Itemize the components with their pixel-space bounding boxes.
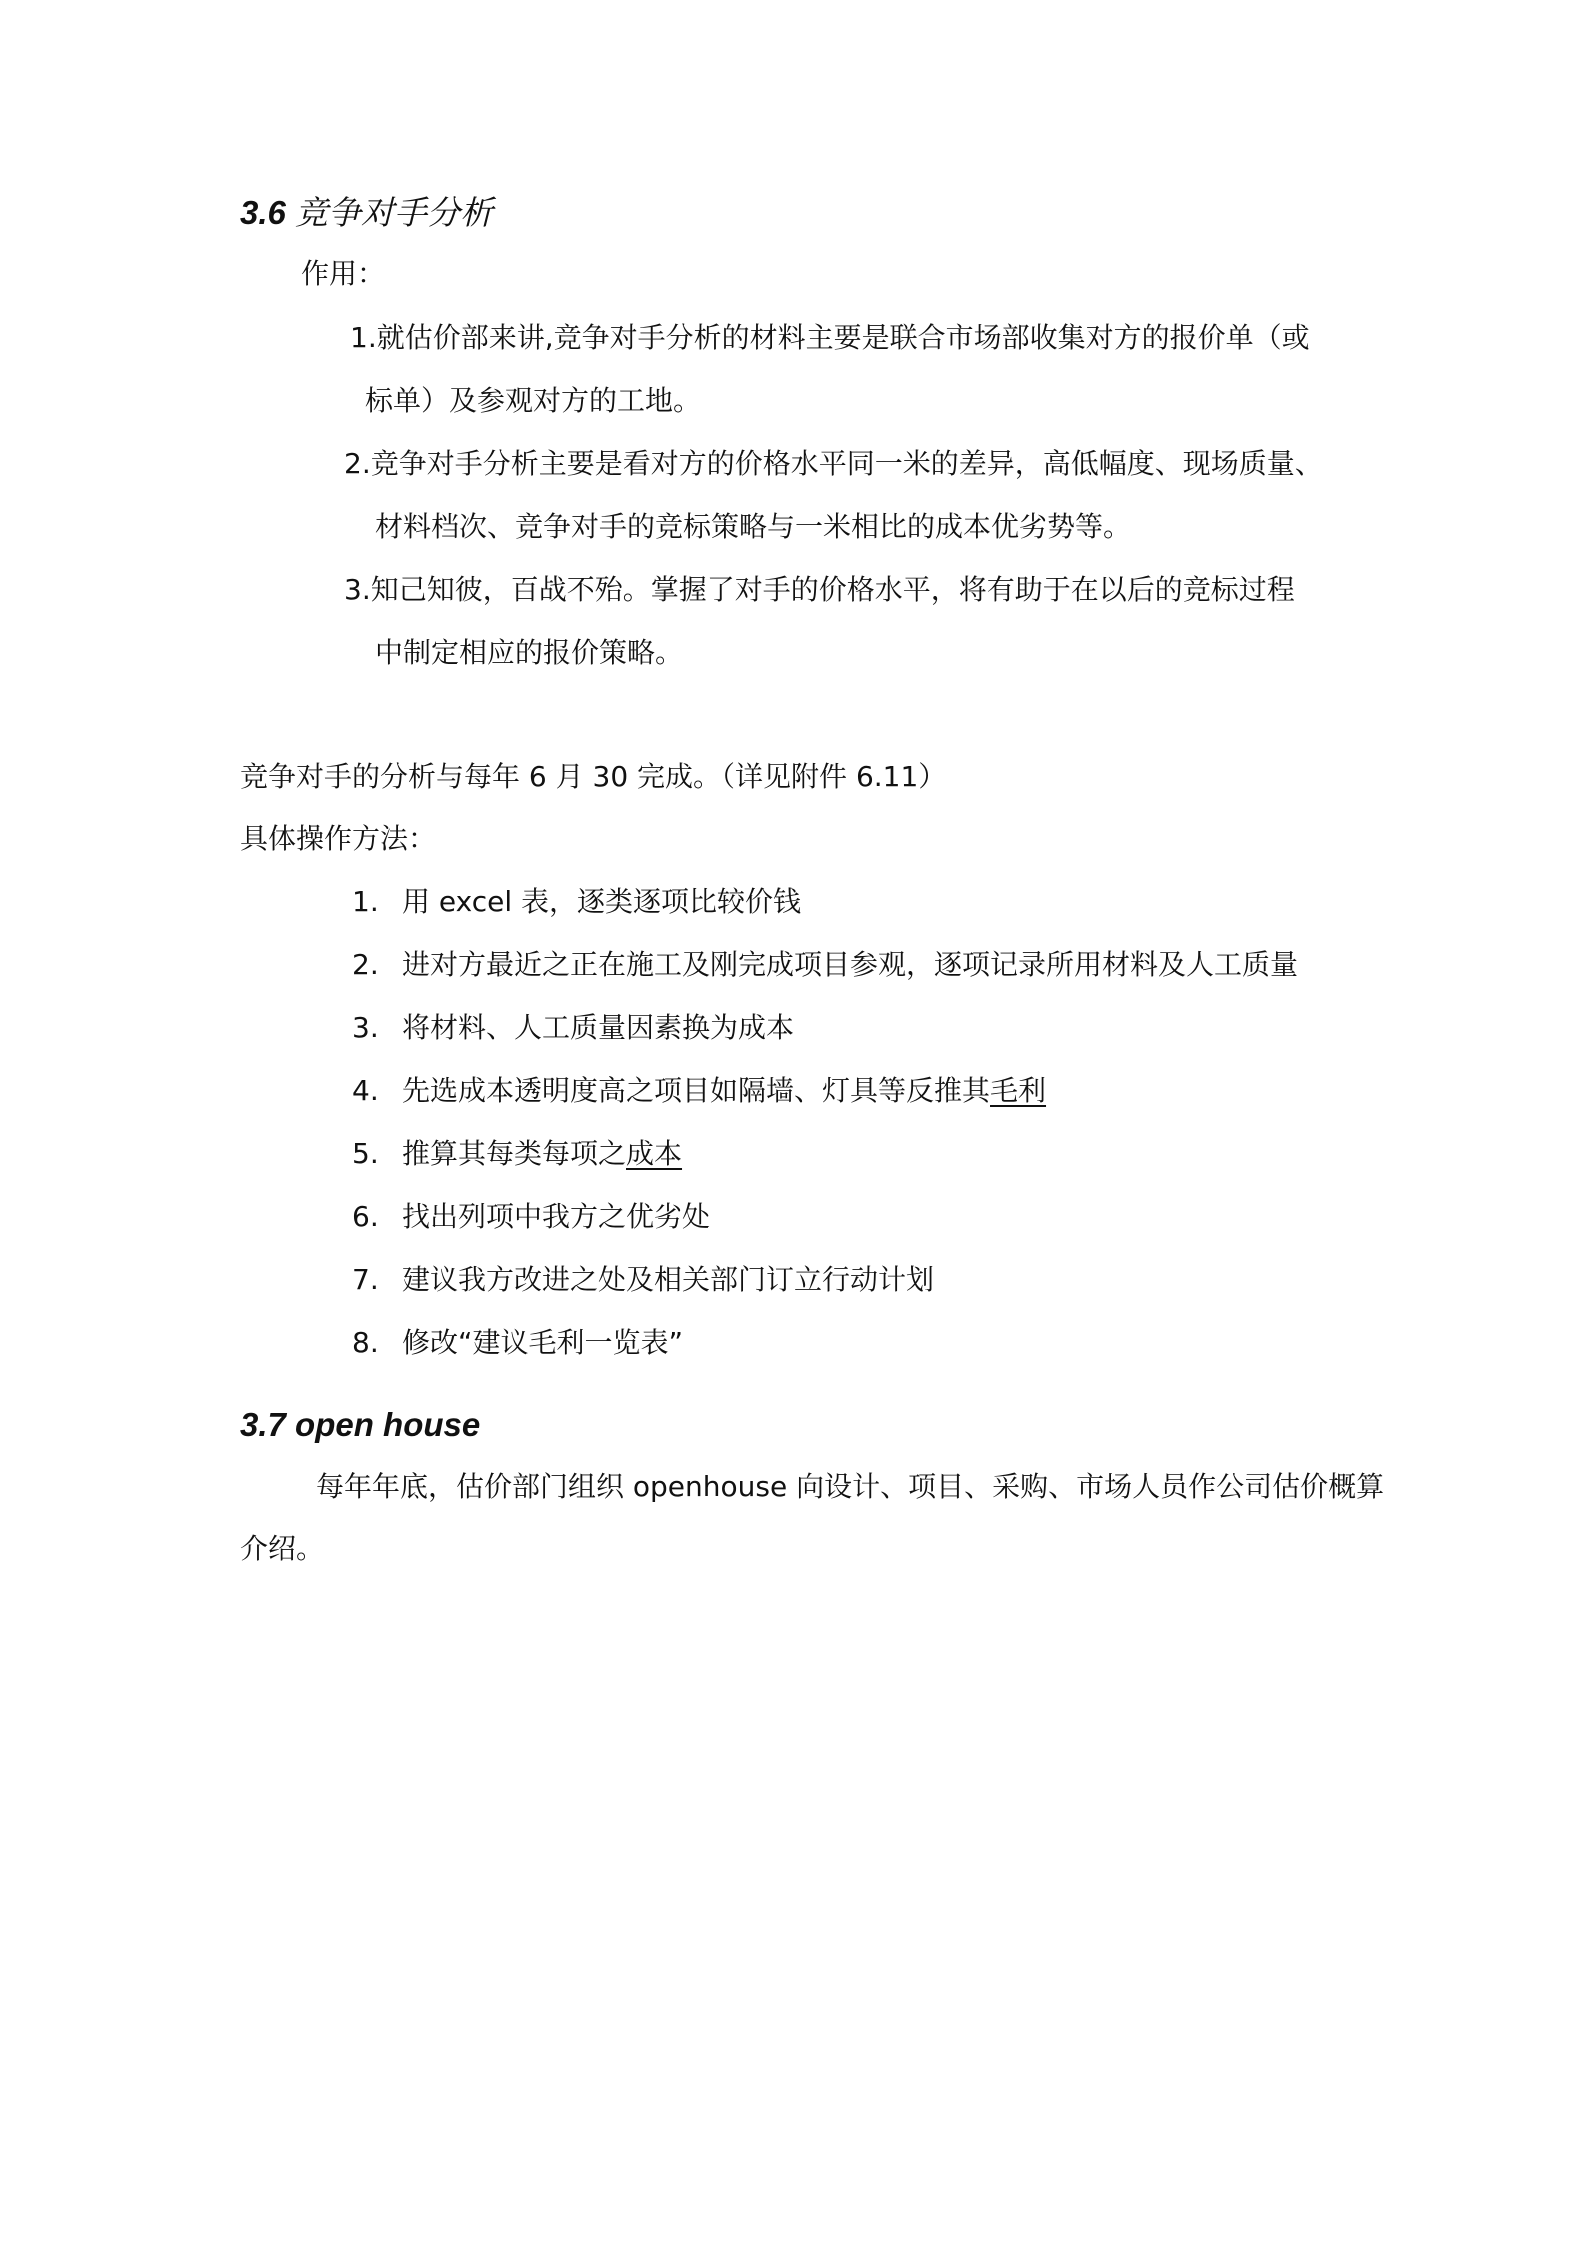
section-title: 竞争对手分析 bbox=[295, 193, 494, 232]
list-item bbox=[352, 1260, 934, 1300]
item-number: 2. bbox=[344, 447, 371, 480]
step-text: 将材料、人工质量因素换为成本 bbox=[402, 1011, 795, 1044]
role-label: 作用： bbox=[301, 257, 386, 290]
role-item-1 bbox=[350, 318, 1310, 358]
step-number: 3. bbox=[352, 1011, 379, 1044]
method-label: 具体操作方法： bbox=[240, 822, 437, 855]
item-number: 1. bbox=[350, 321, 377, 354]
step-number: 2. bbox=[352, 948, 379, 981]
step-text: 进对方最近之正在施工及刚完成项目参观，逐项记录所用材料及人工质量 bbox=[402, 948, 1299, 981]
list-item bbox=[352, 1008, 794, 1048]
section-title: open house bbox=[295, 1406, 481, 1443]
openhouse-paragraph-cont: 介绍。 bbox=[240, 1532, 325, 1565]
role-item-3-cont: 中制定相应的报价策略。 bbox=[375, 636, 684, 669]
list-item bbox=[352, 1071, 1046, 1111]
step-number: 4. bbox=[352, 1074, 379, 1107]
step-text: 修改“建议毛利一览表” bbox=[402, 1326, 684, 1359]
list-item bbox=[352, 945, 1298, 985]
item-text: 就估价部来讲,竞争对手分析的材料主要是联合市场部收集对方的报价单（或 bbox=[376, 321, 1310, 354]
role-item-2-cont: 材料档次、竞争对手的竞标策略与一米相比的成本优劣势等。 bbox=[375, 510, 1132, 543]
underlined-term: 成本 bbox=[626, 1137, 683, 1170]
role-item-1-cont: 标单）及参观对方的工地。 bbox=[365, 384, 702, 417]
item-text: 竞争对手分析主要是看对方的价格水平同一米的差异，高低幅度、现场质量、 bbox=[370, 447, 1323, 480]
step-text: 用 excel 表，逐类逐项比较价钱 bbox=[402, 885, 802, 918]
step-number: 1. bbox=[352, 885, 379, 918]
item-number: 3. bbox=[344, 573, 371, 606]
list-item bbox=[352, 882, 801, 922]
section-number: 3.6 bbox=[240, 194, 286, 231]
role-item-3 bbox=[344, 570, 1295, 610]
list-item bbox=[352, 1134, 682, 1174]
step-number: 5. bbox=[352, 1137, 379, 1170]
step-number: 8. bbox=[352, 1326, 379, 1359]
openhouse-paragraph: 每年年底，估价部门组织 openhouse 向设计、项目、采购、市场人员作公司估价概算 bbox=[316, 1470, 1385, 1503]
deadline-text: 竞争对手的分析与每年 6 月 30 完成。（详见附件 6.11） bbox=[240, 760, 947, 793]
list-item bbox=[352, 1323, 683, 1363]
step-text: 建议我方改进之处及相关部门订立行动计划 bbox=[402, 1263, 935, 1296]
underlined-term: 毛利 bbox=[990, 1074, 1047, 1107]
step-text: 先选成本透明度高之项目如隔墙、灯具等反推其 bbox=[402, 1074, 991, 1107]
step-number: 7. bbox=[352, 1263, 379, 1296]
list-item bbox=[352, 1197, 710, 1237]
role-item-2 bbox=[344, 444, 1323, 484]
section-number: 3.7 bbox=[240, 1406, 286, 1443]
step-text: 找出列项中我方之优劣处 bbox=[402, 1200, 711, 1233]
section-heading-3-6 bbox=[240, 193, 493, 233]
step-number: 6. bbox=[352, 1200, 379, 1233]
item-text: 知己知彼，百战不殆。掌握了对手的价格水平，将有助于在以后的竞标过程 bbox=[370, 573, 1295, 606]
section-heading-3-7 bbox=[240, 1405, 480, 1445]
step-text: 推算其每类每项之 bbox=[402, 1137, 627, 1170]
